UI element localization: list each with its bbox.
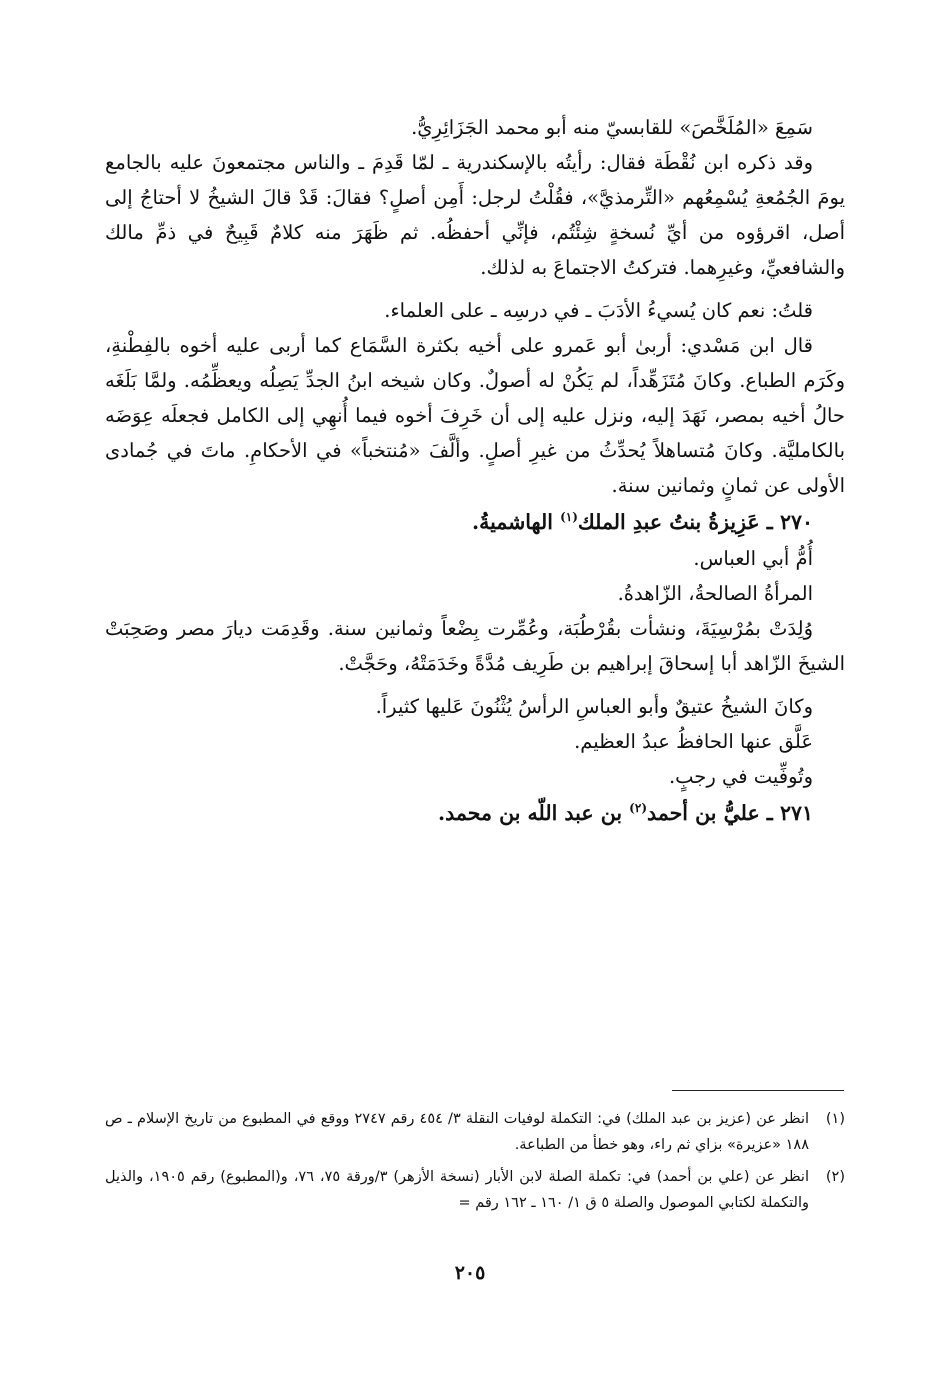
entry-270-paragraph: وُلِدَتْ بمُرْسِيَةَ، ونشأت بقُرْطُبَة، وعُمِّرت بِضْعاً وثمانين سنة. وقَدِمَت ديارَ مصر وصَحِبَتْ الشيخَ الزّاهد أبا إسحاقَ إبراهيم بن طَرِيف مُدَّةً وخَدَمَتْهُ، وحَجَّتْ. (105, 617, 845, 675)
entry-271-title: ٢٧١ ـ عليُّ بن أحمد (647, 801, 813, 825)
entry-270-title: ٢٧٠ ـ عَزِيزةُ بنتُ عبدِ الملك (577, 510, 813, 534)
footnote-number: (١) (825, 1111, 845, 1127)
footnote-text: انظر عن (عزيز بن عبد الملك) في: التكملة لوفيات النقلة ٣/ ٤٥٤ رقم ٢٧٤٧ ووقع في المطبوع من تاريخ الإسلام ـ ص ١٨٨ «عزيرة» بزاي ثم راء، وهو خطأ من الطباعة. (105, 1111, 810, 1153)
entry-270-narrator: عَلَّق عنها الحافظُ عبدُ العظيم. (574, 730, 813, 753)
footnote-number: (٢) (825, 1169, 845, 1185)
paragraph-heard: سَمِعَ «المُلَخَّصَ» للقابسيّ منه أبو محمد الجَزَائِرِيُّ. (411, 116, 813, 139)
footnotes (105, 1106, 845, 1222)
footnote-divider (672, 1090, 844, 1091)
page-number: ٢٠٥ (454, 1262, 486, 1284)
footnote-ref-1: (١) (560, 510, 578, 525)
main-text (105, 110, 845, 832)
paragraph-ibn-nuqta: وقد ذكره ابن نُقْطَة فقال: رأيتُه بالإسكندرية ـ لمّا قَدِمَ ـ والناس مجتمعونَ عليه بالجامع يومَ الجُمُعةِ يُسْمِعُهم «التِّرمذيَّ»، فقُلْتُ لرجل: أَمِن أصلٍ؟ فقالَ: قَدْ قالَ الشيخُ لا أحتاجُ إلى أصل، اقرؤوه من أيِّ نُسخةٍ شِئْتُم، فإنِّي أحفظُه. ثم ظَهَرَ منه كلامٌ قَبِيحٌ في ذمِّ مالك والشافعيِّ، وغيرِهما. فتركتُ الاجتماعَ به لذلك. (105, 151, 845, 279)
entry-270-heading (105, 503, 845, 541)
entry-270-line-description: المرأةُ الصالحةُ، الزّاهدةُ. (617, 582, 813, 605)
entry-270-line-mother: أُمُّ أبي العباس. (693, 547, 813, 570)
entry-270-title-end: الهاشميةُ. (471, 510, 561, 534)
paragraph-ibn-masdi: قال ابن مَسْدي: أربىٰ أبو عَمرو على أخيه بكثرة السَّمَاع كما أربى عليه أخوه بالفِطْنةِ، وكَرَم الطباع. وكانَ مُتَزَهِّداً، لم يَكُنْ له أصولٌ. وكان شيخه ابنُ الجدِّ يَصِلُه ويعظِّمُه. ولمَّا بَلَغَه حالُ أخيه بمصر، نَهَدَ إليه، ونزل عليه إلى أن خَرِفَ أخوه فيما أُنهِي إلى الكامل فجعلَه عِوَضَه بالكامليَّة. وكانَ مُتساهلاً يُحدِّثُ من غيرِ أصلٍ. وألَّفَ «مُنتخباً» في الأحكامِ. ماتَ في جُمادى الأولى عن ثمانٍ وثمانين سنة. (105, 334, 845, 497)
footnote-2 (105, 1164, 845, 1216)
entry-271-title-end: بن عبد اللّه بن محمد. (438, 801, 630, 825)
footnote-text: انظر عن (علي بن أحمد) في: تكملة الصلة لابن الأبار (نسخة الأزهر) ٣/ورقة ٧٥، ٧٦، و(المطبوع) رقم ١٩٠٥، والذيل والتكملة لكتابي الموصول والصلة ٥ ق ١/ ١٦٠ ـ ١٦٢ رقم = (105, 1169, 809, 1211)
footnote-ref-2: (٢) (629, 801, 647, 816)
entry-270-death: وتُوفِّيت في رجبٍ. (668, 765, 813, 788)
entry-270-praise: وكانَ الشيخُ عتيقٌ وأبو العباسِ الرأسُ يُثْنُونَ عَليها كثيراً. (375, 695, 813, 718)
paragraph-comment: قلتُ: نعم كان يُسيءُ الأدَبَ ـ في درسِه ـ على العلماء. (384, 299, 813, 322)
footnote-1 (105, 1106, 845, 1158)
entry-271-heading (105, 794, 845, 832)
